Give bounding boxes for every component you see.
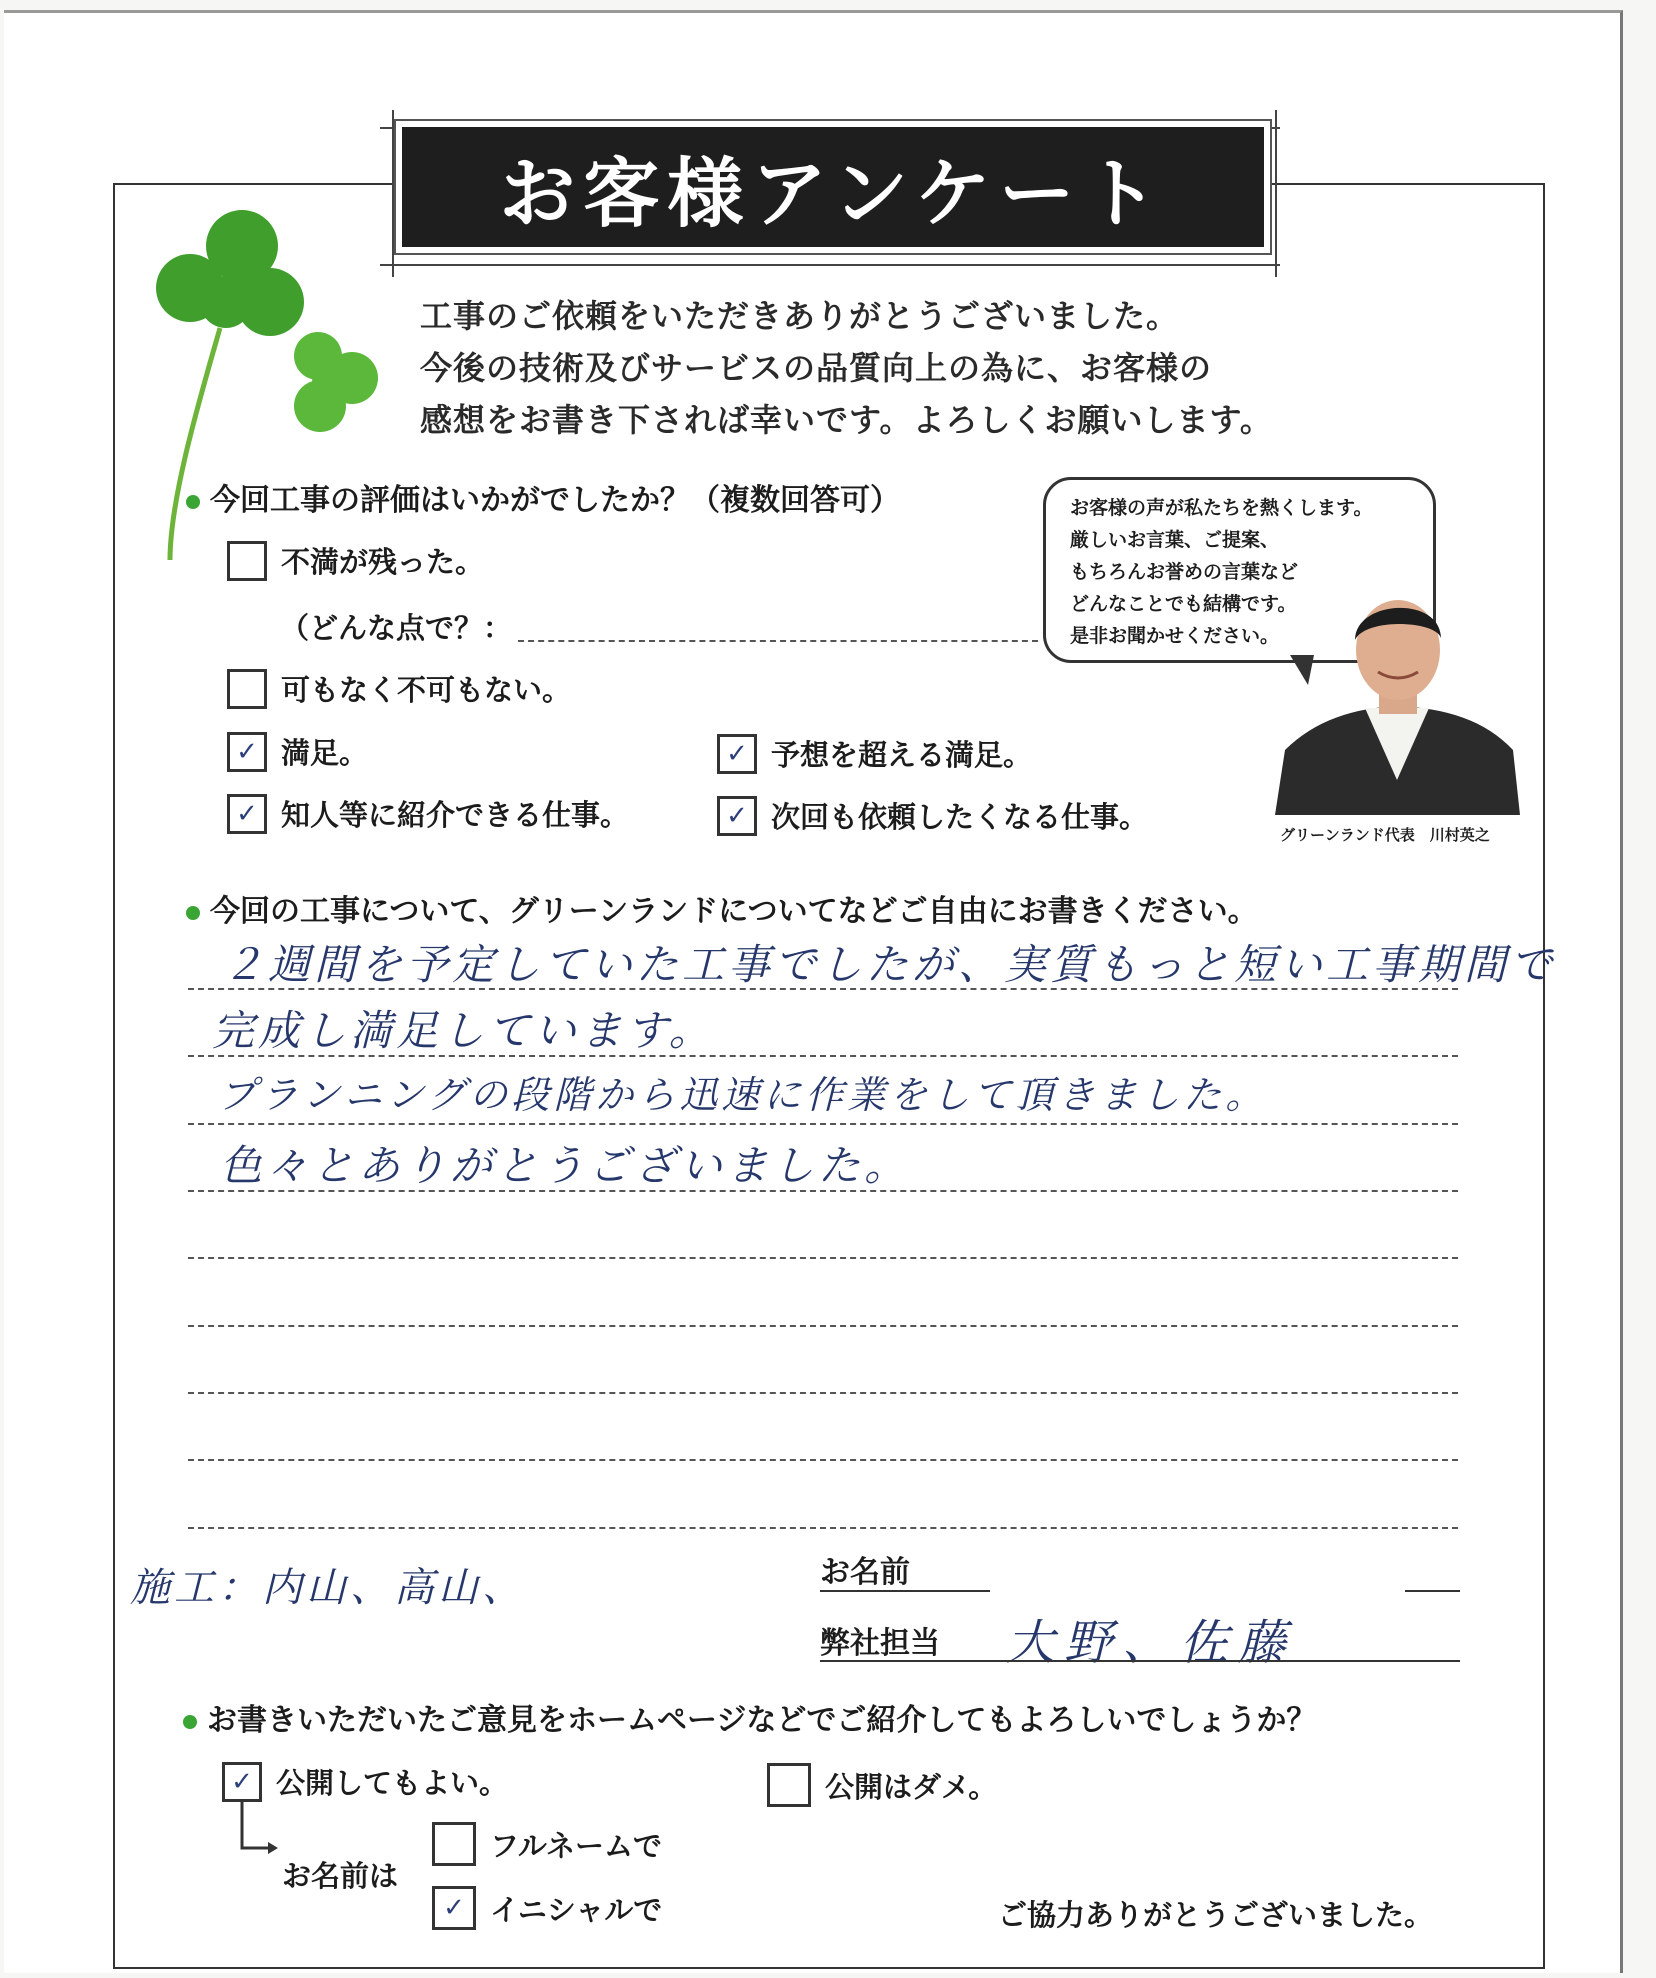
speech-line: どんなことでも結構です。 (1070, 593, 1297, 615)
answer-line (188, 1257, 1458, 1259)
handwritten-answer-4: 色々とありがとうございました。 (220, 1141, 911, 1190)
option-label: イニシャルで (490, 1892, 663, 1927)
staff-label: 弊社担当 (820, 1626, 940, 1661)
checkbox[interactable] (227, 541, 267, 581)
name-underline-right[interactable] (1405, 1590, 1460, 1592)
check-mark-icon: ✓ (236, 736, 258, 767)
answer-line (188, 1325, 1458, 1327)
title-ruler-bottom (380, 264, 1280, 266)
answer-line (188, 1123, 1458, 1125)
q2-heading (186, 886, 1258, 930)
closing-thanks: ご協力ありがとうございました。 (998, 1898, 1434, 1932)
checkbox-checked[interactable] (222, 1762, 262, 1802)
checkbox-checked[interactable] (227, 794, 267, 834)
intro-line-1: 工事のご依頼をいただきありがとうございました。 (420, 297, 1180, 335)
q1-option-repeat[interactable] (717, 795, 1148, 836)
check-mark-icon: ✓ (236, 798, 258, 829)
q3-heading (183, 1695, 1316, 1739)
construction-note: 施工：内山、高山、 (130, 1565, 526, 1611)
name-label: お名前 (820, 1555, 910, 1590)
title-ruler-right (1275, 110, 1277, 277)
staff-underline (820, 1660, 1460, 1662)
branch-arrow-icon (232, 1800, 282, 1870)
option-label: フルネームで (490, 1828, 662, 1863)
initials-option[interactable] (432, 1886, 662, 1930)
q1-option-satisfied[interactable] (227, 731, 368, 772)
check-mark-icon: ✓ (726, 800, 748, 831)
staff-value: 大野、佐藤 (1006, 1615, 1297, 1671)
speech-line: 厳しいお言葉、ご提案、 (1070, 529, 1280, 551)
checkbox[interactable] (227, 669, 267, 709)
handwritten-answer-1: ２週間を予定していた工事でしたが、実質もっと短い工事期間で (222, 940, 1557, 989)
page-title: お客様アンケート (402, 127, 1264, 247)
detail-prefix: （どんな点で？： (280, 611, 513, 645)
option-label: 次回も依頼したくなる仕事。 (771, 800, 1149, 834)
representative-photo (1275, 580, 1520, 815)
q1-option-exceeded[interactable] (717, 733, 1032, 774)
option-label: 公開はダメ。 (825, 1769, 998, 1804)
option-label: 公開してもよい。 (276, 1766, 509, 1800)
bullet-dot (183, 1715, 197, 1729)
answer-line (188, 1392, 1458, 1394)
checkbox[interactable] (767, 1763, 811, 1807)
q1-heading (186, 475, 900, 519)
q3-heading-text: お書きいただいたご意見をホームページなどでご紹介してもよろしいでしょうか？ (207, 1703, 1317, 1738)
check-mark-icon: ✓ (231, 1766, 253, 1797)
handwritten-answer-3: プランニングの段階から迅速に作業をして頂きました。 (218, 1073, 1268, 1117)
speech-line: 是非お聞かせください。 (1070, 625, 1280, 647)
checkbox-checked[interactable] (227, 732, 267, 772)
clover-illustration (130, 198, 380, 578)
option-label: 不満が残った。 (281, 545, 485, 579)
handwritten-answer-2: 完成し満足しています。 (212, 1006, 715, 1055)
option-label: 可もなく不可もない。 (281, 673, 572, 707)
intro-line-2: 今後の技術及びサービスの品質向上の為に、お客様の (420, 349, 1213, 387)
speech-line: お客様の声が私たちを熱くします。 (1070, 497, 1373, 519)
title-ruler-left (392, 110, 394, 277)
check-mark-icon: ✓ (443, 1893, 465, 1923)
check-mark-icon: ✓ (726, 738, 748, 769)
name-display-label: お名前は (282, 1859, 399, 1893)
representative-caption: グリーンランド代表 川村英之 (1280, 826, 1490, 844)
q2-heading-text: 今回の工事について、グリーンランドについてなどご自由にお書きください。 (210, 894, 1258, 929)
q1-detail-field[interactable] (280, 606, 1073, 647)
intro-line-3: 感想をお書き下されば幸いです。よろしくお願いします。 (420, 401, 1273, 439)
bullet-dot (186, 906, 200, 920)
publish-ok-option[interactable] (222, 1761, 508, 1802)
answer-line (188, 1527, 1458, 1529)
answer-line (188, 1459, 1458, 1461)
fullname-option[interactable] (432, 1822, 662, 1866)
q1-option-neutral[interactable] (227, 668, 571, 709)
publish-no-option[interactable] (767, 1763, 997, 1807)
speech-line: もちろんお誉めの言葉など (1070, 561, 1299, 583)
detail-input-line[interactable] (518, 612, 1038, 642)
option-label: 満足。 (281, 736, 369, 770)
q1-heading-text: 今回工事の評価はいかがでしたか？（複数回答可） (210, 483, 900, 518)
option-label: 知人等に紹介できる仕事。 (281, 798, 630, 832)
q1-option-dissatisfied[interactable] (227, 540, 484, 581)
checkbox-checked[interactable] (717, 796, 757, 836)
q1-option-recommendable[interactable] (227, 793, 629, 834)
checkbox[interactable] (432, 1822, 476, 1866)
name-underline-left (820, 1590, 990, 1592)
checkbox-checked[interactable] (432, 1886, 476, 1930)
bullet-dot (186, 495, 200, 509)
checkbox-checked[interactable] (717, 734, 757, 774)
option-label: 予想を超える満足。 (771, 738, 1033, 772)
